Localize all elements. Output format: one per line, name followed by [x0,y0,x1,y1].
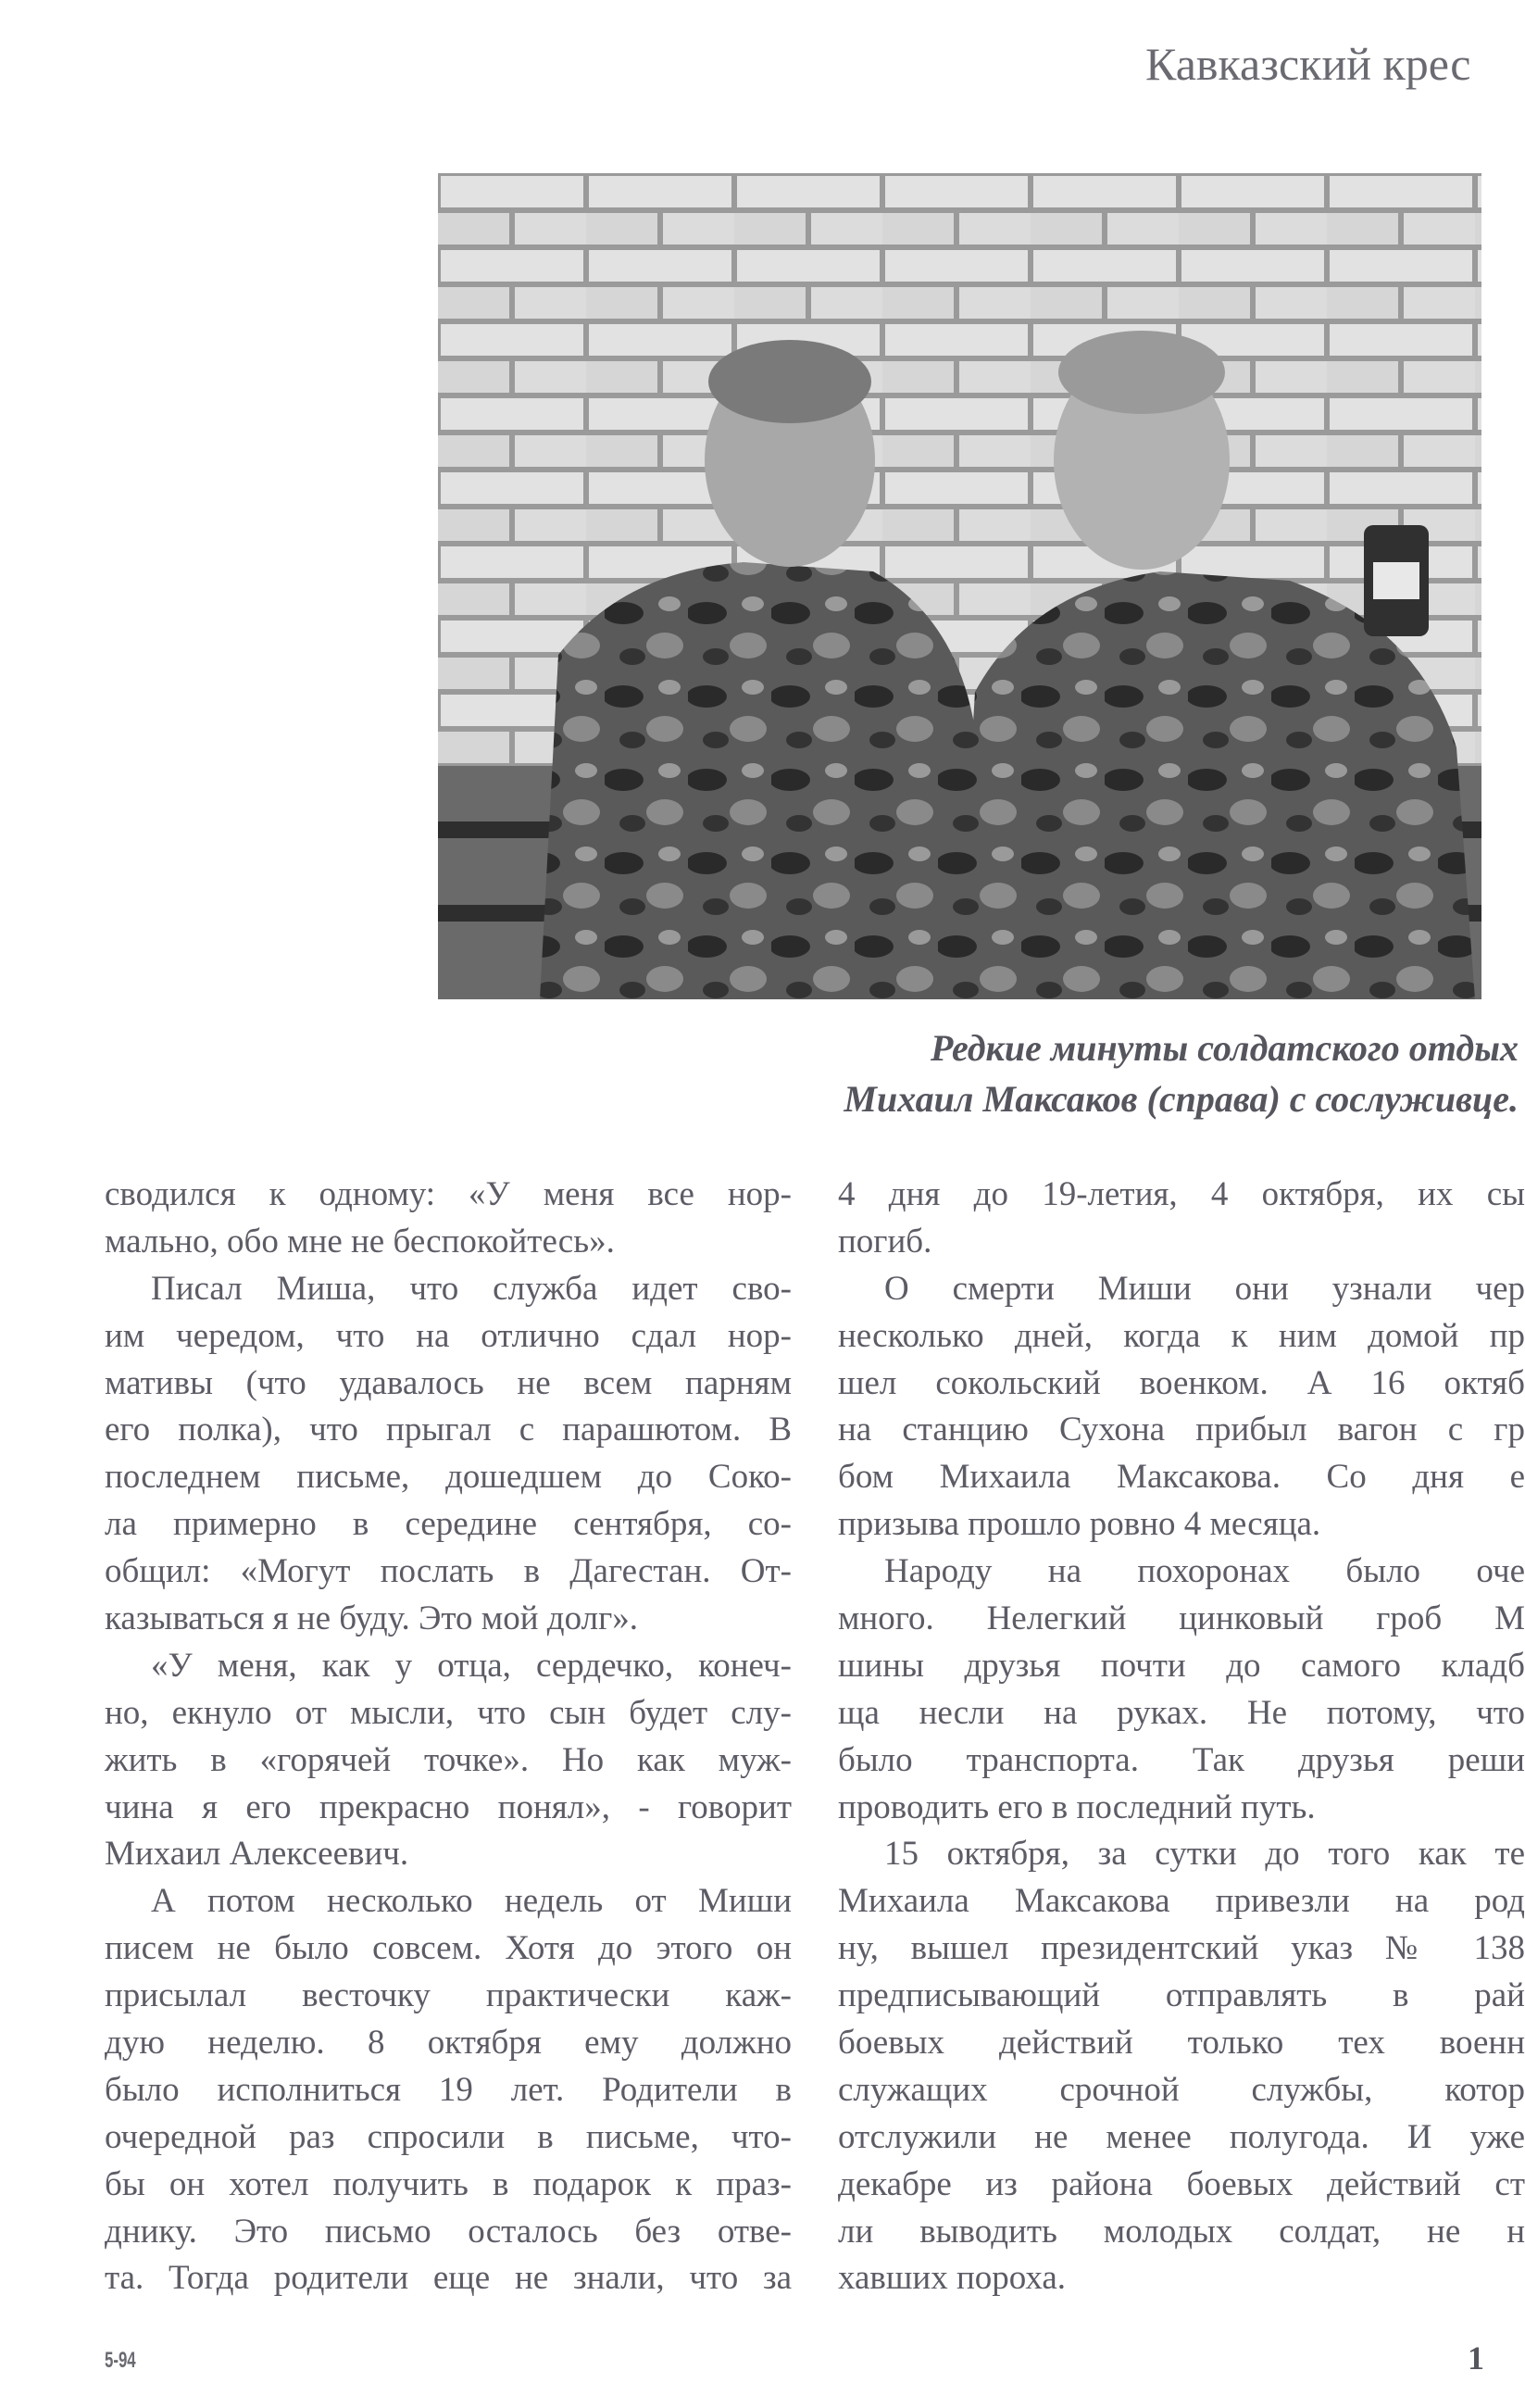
text-line: 4 дня до 19-летия, 4 октября, их сы [838,1175,1525,1213]
soldier-left [540,562,994,999]
photo-caption-line-1: Редкие минуты солдатского отдых [930,1027,1519,1069]
text-line: служащих срочной службы, котор [838,2070,1525,2109]
text-line: хавших пороха. [838,2259,1067,2298]
photo-illustration [438,173,1481,999]
running-head-title: Кавказский крес [1145,38,1471,90]
text-line: бом Михаила Максакова. Со дня е [838,1458,1525,1497]
text-line: было транспорта. Так друзья реши [838,1740,1525,1779]
text-line: Народу на похоронах было оче [884,1552,1525,1591]
text-line: ну, вышел президентский указ № 138 [838,1929,1525,1968]
text-line: бы он хотел получить в подарок к праз- [105,2164,792,2203]
text-line: но, екнуло от мысли, что сын будет слу- [105,1693,792,1732]
text-column-right [838,1172,1525,2302]
text-line: ла примерно в середине сентября, со- [105,1505,792,1544]
text-line: последнем письме, дошедшем до Соко- [105,1458,792,1497]
text-line: казываться я не буду. Это мой долг». [105,1599,638,1638]
text-line: Михаил Алексеевич. [105,1835,409,1874]
text-line: на станцию Сухона прибыл вагон с гр [838,1411,1525,1449]
text-line: присылал весточку практически каж- [105,1976,792,2015]
text-line: чина я его прекрасно понял», - говорит [105,1787,792,1826]
text-line: мально, обо мне не беспокойтесь». [105,1222,615,1260]
text-line: его полка), что прыгал с парашютом. В [105,1411,792,1449]
text-line: Писал Миша, что служба идет сво- [151,1269,792,1308]
text-line: та. Тогда родители еще не знали, что за [105,2259,792,2298]
text-line: ли выводить молодых солдат, не н [838,2212,1525,2251]
text-line: несколько дней, когда к ним домой пр [838,1316,1525,1355]
photo-caption-line-2: Михаил Максаков (справа) с сослуживце. [844,1078,1519,1120]
text-line: «У меня, как у отца, сердечко, конеч- [151,1646,792,1685]
text-line: Михаила Максакова привезли на род [838,1882,1525,1921]
text-line: сводился к одному: «У меня все нор- [105,1175,792,1213]
text-line: А потом несколько недель от Миши [151,1882,792,1921]
text-line: боевых действий только тех военн [838,2024,1525,2063]
text-line: днику. Это письмо осталось без отве- [105,2212,792,2251]
page-number: 1 [1468,2339,1484,2377]
text-line: мативы (что удавалось не всем парням [105,1363,792,1402]
photo-two-soldiers [438,173,1481,999]
text-line: декабре из района боевых действий ст [838,2164,1525,2203]
text-line: О смерти Миши они узнали чер [884,1269,1525,1308]
text-line: 15 октября, за сутки до того как те [884,1835,1525,1874]
text-line: шины друзья почти до самого кладб [838,1646,1525,1685]
text-line: проводить его в последний путь. [838,1787,1316,1826]
text-line: шел сокольский военком. А 16 октяб [838,1363,1525,1402]
text-line: было исполниться 19 лет. Родители в [105,2070,792,2109]
text-line: предписывающий отправлять в рай [838,1976,1525,2015]
text-line: жить в «горячей точке». Но как муж- [105,1740,792,1779]
text-column-left [105,1172,792,2302]
text-line: дую неделю. 8 октября ему должно [105,2024,792,2063]
text-line: очередной раз спросили в письме, что- [105,2117,792,2156]
text-line: им чередом, что на отлично сдал нор- [105,1316,792,1355]
text-line: ща несли на руках. Не потому, что [838,1693,1525,1732]
text-line: призыва прошло ровно 4 месяца. [838,1505,1321,1544]
text-line: отслужили не менее полугода. И уже [838,2117,1525,2156]
text-line: общил: «Могут послать в Дагестан. От- [105,1552,792,1591]
text-line: погиб. [838,1222,932,1260]
text-line: писем не было совсем. Хотя до этого он [105,1929,792,1968]
text-line: много. Нелегкий цинковый гроб М [838,1599,1525,1638]
footer-issue-code: 5-94 [105,2348,136,2373]
